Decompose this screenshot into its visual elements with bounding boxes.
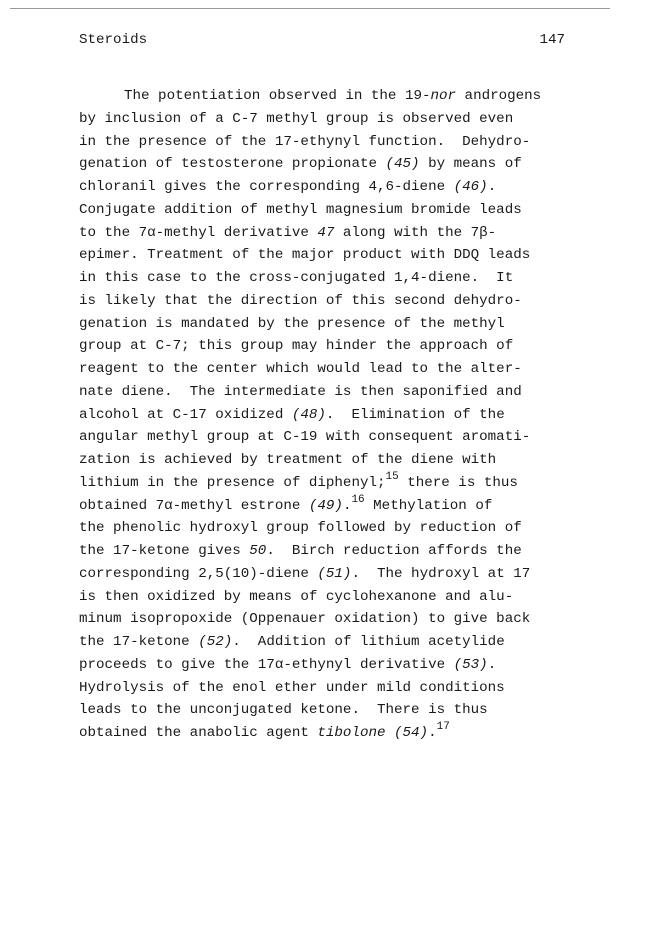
text-run: reagent to the center which would lead to the alter- xyxy=(79,361,522,377)
text-run: . Addition of lithium acetylide xyxy=(232,634,505,650)
body-paragraph xyxy=(79,85,589,745)
text-line xyxy=(79,131,589,154)
text-run: genation of testosterone propionate xyxy=(79,156,386,173)
text-line xyxy=(79,176,589,199)
text-run: . xyxy=(487,179,497,195)
text-run: The potentiation observed in the 19- xyxy=(124,88,431,104)
italic-run: (48) xyxy=(291,406,326,423)
text-run: Conjugate addition of methyl magnesium bromide leads xyxy=(79,201,522,218)
reference-superscript: 16 xyxy=(351,493,365,506)
text-run: nate diene. The intermediate is then saponified and xyxy=(79,383,522,400)
text-run: obtained the anabolic agent xyxy=(79,725,318,741)
text-line xyxy=(79,677,589,700)
italic-run: (52) xyxy=(198,634,233,650)
text-run: along with the 7β- xyxy=(334,224,497,241)
text-line xyxy=(79,449,589,472)
text-run: . xyxy=(487,656,497,673)
text-run: leads to the unconjugated ketone. There is thus xyxy=(79,702,488,719)
text-line xyxy=(79,358,589,381)
text-line xyxy=(79,586,589,609)
text-line xyxy=(79,517,589,540)
text-run: minum isopropoxide (Oppenauer oxidation) to give back xyxy=(79,611,531,628)
text-run: proceeds to give the 17α-ethynyl derivative xyxy=(79,656,454,673)
text-run: zation is achieved by treatment of the diene with xyxy=(79,452,497,468)
italic-run: (45) xyxy=(385,156,420,173)
text-run: the 17-ketone xyxy=(79,634,199,650)
text-line xyxy=(79,108,589,131)
italic-run: tibolone (54) xyxy=(317,725,429,741)
reference-superscript: 15 xyxy=(385,470,399,483)
text-run: angular methyl group at C-19 with consequent aromati- xyxy=(79,429,531,446)
text-run: by inclusion of a C-7 methyl group is observed even xyxy=(79,110,514,127)
text-line xyxy=(79,199,589,222)
text-line xyxy=(79,153,589,176)
text-run: corresponding 2,5(10)-diene xyxy=(79,565,318,582)
italic-run: nor xyxy=(430,88,457,104)
text-line xyxy=(79,654,589,677)
text-line xyxy=(79,722,589,745)
text-line xyxy=(79,631,589,654)
text-line xyxy=(79,335,589,358)
text-line xyxy=(79,495,589,518)
text-line xyxy=(79,699,589,722)
text-run: . The hydroxyl at 17 xyxy=(351,565,531,582)
text-run: by means of xyxy=(419,156,522,173)
text-run: to the 7α-methyl derivative xyxy=(79,224,318,241)
text-run: Hydrolysis of the enol ether under mild conditions xyxy=(79,679,505,696)
reference-superscript: 17 xyxy=(436,721,450,733)
text-run: group at C-7; this group may hinder the approach of xyxy=(79,338,514,355)
text-run: is then oxidized by means of cyclohexanone and alu- xyxy=(79,588,514,605)
text-line xyxy=(79,313,589,336)
text-run: lithium in the presence of diphenyl; xyxy=(79,474,386,491)
text-line xyxy=(79,404,589,427)
text-run: alcohol at C-17 oxidized xyxy=(79,406,292,423)
italic-run: (51) xyxy=(317,565,352,582)
text-line xyxy=(79,85,589,108)
text-line xyxy=(79,381,589,404)
header-rule xyxy=(10,8,610,9)
italic-run: 47 xyxy=(317,224,335,241)
text-run: chloranil gives the corresponding 4,6-diene xyxy=(79,179,454,195)
text-run: . xyxy=(428,725,437,741)
text-line xyxy=(79,540,589,563)
text-line xyxy=(79,222,589,245)
page-number: 147 xyxy=(539,32,565,48)
italic-run: (53) xyxy=(453,656,488,673)
text-run: in the presence of the 17-ethynyl function. Dehydro- xyxy=(79,133,531,150)
text-line xyxy=(79,244,589,267)
text-run: androgens xyxy=(456,88,542,104)
italic-run: (49) xyxy=(308,497,343,514)
text-line xyxy=(79,426,589,449)
italic-run: 50 xyxy=(249,543,267,559)
page-header xyxy=(79,32,565,50)
text-run: is likely that the direction of this second dehydro- xyxy=(79,292,522,309)
text-line xyxy=(79,290,589,313)
running-head: Steroids xyxy=(79,32,148,48)
text-run: the phenolic hydroxyl group followed by reduction of xyxy=(79,520,522,537)
text-line xyxy=(79,267,589,290)
text-line xyxy=(79,472,589,495)
text-run: obtained 7α-methyl estrone xyxy=(79,497,309,514)
text-run: epimer. Treatment of the major product with DDQ leads xyxy=(79,247,531,264)
text-run: . Elimination of the xyxy=(325,406,505,423)
text-run: Methylation of xyxy=(364,497,493,514)
italic-run: (46) xyxy=(453,179,488,195)
text-run: . xyxy=(342,497,352,514)
text-run: genation is mandated by the presence of the methyl xyxy=(79,315,505,332)
text-line xyxy=(79,563,589,586)
text-run: the 17-ketone gives xyxy=(79,543,250,559)
text-run: there is thus xyxy=(398,474,518,491)
text-run: . Birch reduction affords the xyxy=(266,543,522,559)
text-run: in this case to the cross-conjugated 1,4-diene. It xyxy=(79,270,514,286)
text-line xyxy=(79,608,589,631)
